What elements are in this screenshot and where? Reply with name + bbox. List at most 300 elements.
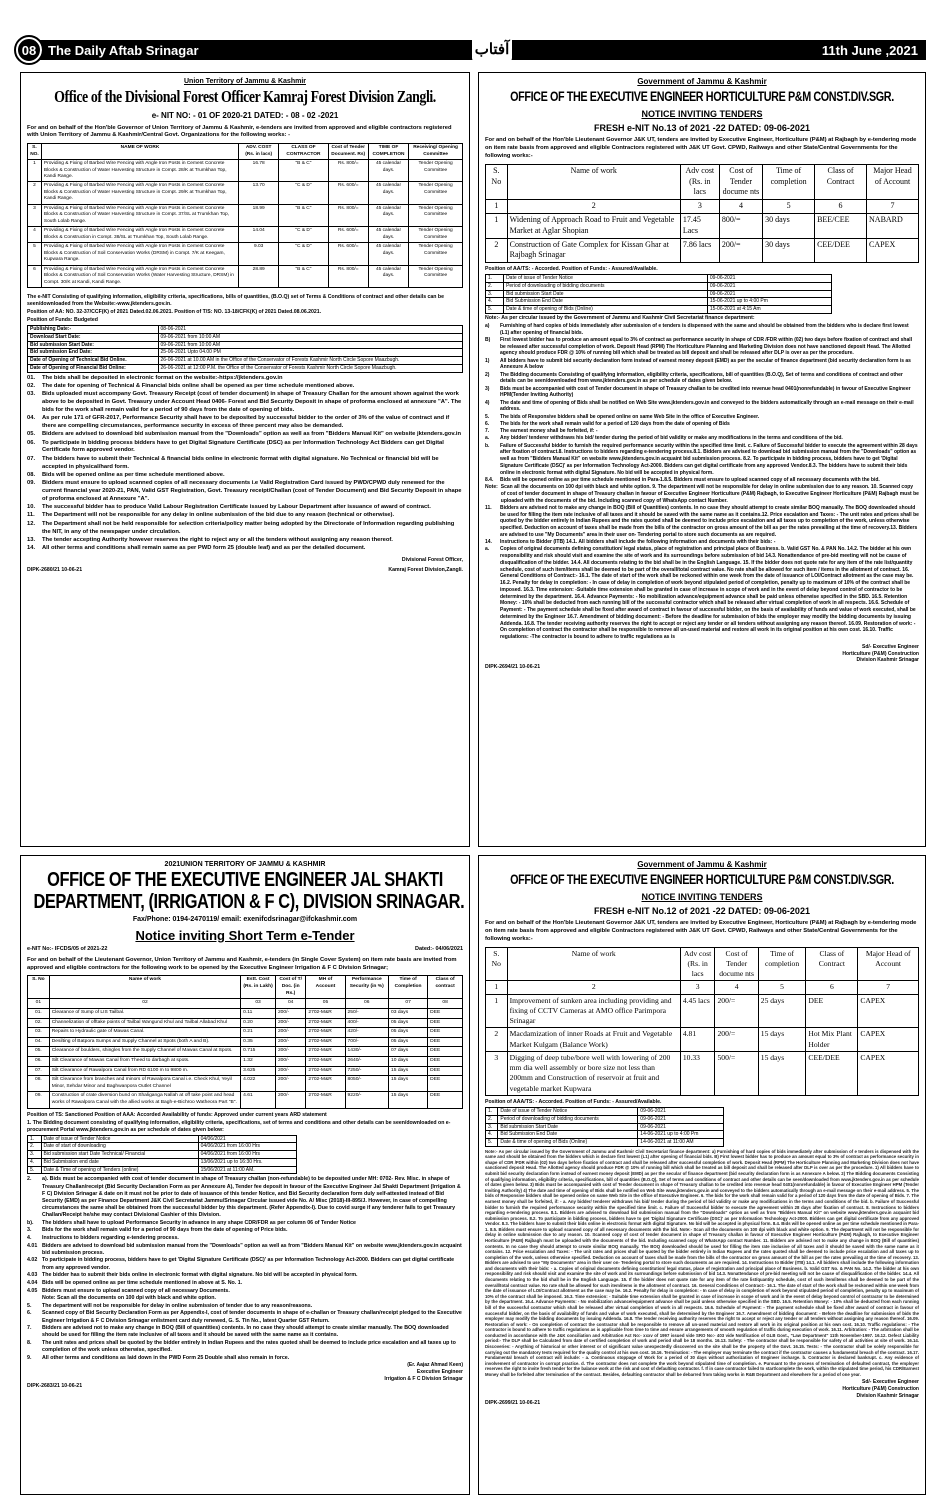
term-item — [27, 1176, 463, 1219]
table-cell: Providing & Fixing of Barbed Wire Fencing with Angle Iron Posts in Cement Concrete Blocks & Construction of Water Harvesting Structure in Compt. 28/K at Trumkhan Top, Kandi Range. — [41, 160, 238, 182]
works-table — [27, 975, 463, 1108]
table-cell: 200/- — [275, 1018, 305, 1028]
table-cell: 02. — [28, 1018, 50, 1028]
table-cell: 1.32 — [241, 1056, 276, 1066]
schedule-row — [486, 306, 832, 314]
table-cell: 1 — [28, 160, 42, 182]
term-item — [27, 375, 463, 383]
table-cell: 2702-M&R — [306, 1047, 345, 1057]
term-number: 04. — [27, 415, 36, 422]
works-table — [485, 164, 919, 263]
table-cell: 03. — [28, 1028, 50, 1038]
table-cell: Silt Clearance of Mawas Canal from Theed to darbagh at spots. — [49, 1056, 240, 1066]
schedule-cell: 14-06-2021 at 11:00 AM — [638, 1139, 723, 1147]
schedule-cell: Download Start Date: — [28, 333, 159, 341]
table-cell: 05 days — [389, 1028, 428, 1038]
table-cell: 45 calendar days. — [368, 160, 408, 182]
table-cell: Macdamization of inner Roads at Fruit and Vegetable Market Kulgam (Balance Work) — [507, 1028, 680, 1052]
term-item — [27, 1257, 463, 1271]
schedule-cell: 2. — [28, 1143, 42, 1151]
table-cell: 45 calendar days. — [368, 243, 408, 265]
schedule-cell: 1. — [486, 1108, 498, 1116]
table-cell: DEE — [428, 1037, 463, 1047]
term-number: 8.4. — [485, 476, 494, 483]
table-cell: 15 days — [758, 1028, 806, 1052]
table-cell: 45 calendar days. — [368, 265, 408, 287]
term-text: Bids must be accompanied with cost of Tender document in shape of Treasury challan to be credited into revenue head 0401(nonrefundable) in favour of Executive Engineer HPM(Tender Inviting Authority) — [500, 385, 911, 399]
table-cell: 200/= — [719, 238, 762, 263]
schedule-cell: 3. — [486, 1123, 498, 1131]
term-number: 13. — [27, 536, 36, 543]
schedule-cell: 5. — [486, 306, 504, 314]
term-number: b). — [27, 1219, 34, 1226]
dipk-number: DIPK-2683/21 10-06-21 — [27, 1382, 83, 1389]
table-cell: 15 days — [758, 1051, 806, 1095]
works-table — [485, 947, 919, 1096]
term-text: Scan all the documents on 100 dpi with black and white option. 9. The department will not be responsible for delay in online submission due to any reason. 10. Scanned copy of cost of tender document in shape of Treasury challan in favour of Executive Engineer Horticulture (P&M) Rajbagh, to Executive Engineer Horticulture (P&M) Rajbagh must be uploaded with the documents of the bid. Including scanned copy of WhatsApp contact Number. — [500, 484, 919, 504]
table-cell: 200/- — [275, 1047, 305, 1057]
terms-list — [27, 375, 463, 553]
term-text: The bids of Responsive bidders shall be opened online on same Web Site in the office of Executive Engineer. — [500, 413, 760, 420]
table-cell: 5 — [28, 243, 42, 265]
eligibility-text: The e-NIT Consisting of qualifying information, eligibility criteria, specifications, bills of quantities, (B.O.Q) set of Terms & Conditions of contract and other details can be seen/downloaded from the Website:-www.jktenders.gov.in. — [27, 294, 444, 308]
term-item — [27, 415, 463, 431]
table-cell: 04. — [28, 1037, 50, 1047]
table-header-row — [28, 144, 463, 160]
table-cell: "C & D" — [279, 243, 328, 265]
schedule-cell: Date & time of opening of Bids (Online) — [498, 1139, 638, 1147]
column-number: 2 — [507, 200, 680, 214]
column-number: 5 — [763, 200, 815, 214]
column-header: Time of completion — [758, 947, 806, 981]
column-header: S. No — [486, 947, 508, 981]
table-cell: 06. — [28, 1056, 50, 1066]
schedule-row — [486, 282, 832, 290]
term-item — [27, 456, 463, 472]
table-header-row — [486, 164, 919, 199]
column-header: MH of Account — [306, 976, 345, 999]
term-item — [27, 504, 463, 512]
table-cell: 05 days — [389, 1018, 428, 1028]
column-number-row — [28, 999, 463, 1009]
term-number: 7. — [27, 1325, 32, 1332]
table-cell: 7.86 lacs — [680, 238, 719, 263]
schedule-cell: 1. — [28, 1135, 42, 1143]
term-number: 10. — [27, 504, 36, 511]
table-row — [28, 1092, 463, 1108]
table-cell: Providing & Fixing of Barbed Wire Fencing with Angle Iron Posts in Cement Concrete Blocks & Construction of Water Harvesting Structure in Compt. 37/SL at Trumkhan Top, South Lolab Range. — [41, 204, 238, 226]
schedule-cell: Bid submission Start Date — [504, 290, 708, 298]
table-cell: 500/= — [715, 1051, 758, 1095]
table-cell: 6 — [28, 265, 42, 287]
schedule-cell: 09-06-2021 — [707, 290, 831, 298]
table-row — [486, 994, 919, 1028]
term-number: 4.02 — [27, 1257, 38, 1264]
schedule-row — [28, 1166, 297, 1174]
term-text: Bidders must ensure to upload scanned copy of all necessary Documents. — [42, 1287, 230, 1294]
schedule-cell: 04/06/2021 from 16:00 Hrs — [198, 1151, 297, 1159]
schedule-table — [485, 1107, 724, 1147]
table-cell: Tender Opening Committee — [409, 243, 463, 265]
column-header: Performance Security (in %) — [345, 976, 389, 999]
term-item — [485, 484, 919, 504]
table-row — [28, 182, 463, 204]
term-number: 14. — [485, 539, 492, 546]
schedule-cell: Bid Submission End Date — [498, 1131, 638, 1139]
table-cell: 2 — [486, 1028, 508, 1052]
works-table — [27, 143, 463, 288]
column-number-row — [486, 981, 919, 994]
term-number: 02. — [27, 382, 36, 389]
column-header: Adv cost (Rs. in lacs — [680, 164, 719, 199]
table-cell: "B & C" — [279, 160, 328, 182]
schedule-cell: Date & time of opening of Bids (Online) — [504, 306, 708, 314]
term-text: To participate in bidding process bidders have to get Digital Signature Certificate (DSC) as per Information Technology Act Bidders can get Digital Certificate form approved vendor. — [42, 439, 444, 454]
schedule-cell: Date of issue of Tender Notice — [504, 275, 708, 283]
table-cell: 01. — [28, 1008, 50, 1018]
table-cell: Construction of Gate Complex for Kissan Ghar at Rajbagh Srinagar — [507, 238, 680, 263]
table-cell: 28.89 — [239, 265, 279, 287]
table-cell: Silt Clearance from branches and minors of Rawalpora Canal i.e. Check Khul, Yeyil Minor, Sehdar Minor and Baghwanpora Outlet Channel — [49, 1076, 240, 1092]
term-item — [27, 1288, 463, 1295]
column-header: ADV. COST (Rs. in lacs) — [239, 144, 279, 160]
schedule-cell: 09-06-2021 — [638, 1123, 723, 1131]
schedule-cell: Date & Time of opening of Tenders (online) — [41, 1166, 198, 1174]
table-cell: DEE — [428, 1076, 463, 1092]
table-row — [28, 1018, 463, 1028]
table-cell: 03 days — [389, 1008, 428, 1018]
table-cell: 2702-M&R — [306, 1076, 345, 1092]
table-cell: Rs. 800/= — [328, 265, 368, 287]
table-cell: DEE — [428, 1008, 463, 1018]
schedule-cell: Bid submission End Date: — [28, 349, 159, 357]
column-number: 07 — [389, 999, 428, 1009]
table-cell: CEE/DEE — [815, 238, 867, 263]
term-number: 11. — [27, 512, 35, 519]
schedule-cell: 25-06-2021 Upto 04.00 PM — [158, 349, 463, 357]
nit-number: e-NIT No:- IFCDS/05 of 2021-22 — [27, 946, 108, 953]
table-cell: 2702-M&R — [306, 1066, 345, 1076]
table-cell: 200/- — [275, 1008, 305, 1018]
term-text: Bidders are advised to download bid submission manual from the "Downloads" option as well as from "Bidders Manual Kit" on website jktenders.gov.in — [42, 431, 461, 438]
table-cell: Rs. 600/= — [328, 182, 368, 204]
table-cell: 05 days — [389, 1037, 428, 1047]
schedule-row — [28, 349, 463, 357]
table-cell: DEE — [428, 1047, 463, 1057]
signature-line: Horticulture (P&M) Construction — [842, 650, 919, 657]
table-cell: "C & D" — [279, 182, 328, 204]
table-cell: 4.45 lacs — [680, 994, 715, 1028]
govt-heading: Government of Jammu & Kashmir — [637, 77, 767, 86]
table-cell: 200/- — [275, 1037, 305, 1047]
table-cell: DEE — [806, 994, 858, 1028]
schedule-cell: 09-06-2021 from 10:00 AM — [158, 333, 463, 341]
term-number: a. — [485, 435, 490, 442]
schedule-cell: 15/06/2021 at 11:00 AM. — [198, 1166, 297, 1174]
column-header: Adv cost (Rs. in lacs — [680, 947, 715, 981]
term-item — [27, 545, 463, 553]
schedule-row — [486, 298, 832, 306]
schedule-cell: 09-06-2021 — [707, 282, 831, 290]
position-text: Position of AA: NO. 32-37/CCF(K) of 2021 Dated.02.06.2021. Position of T/S: NO. 13-18/CFK(K) of 2021 Dated.08.06.2021. — [27, 309, 322, 316]
term-number: 14. — [27, 545, 36, 552]
table-cell: 4 — [28, 227, 42, 243]
schedule-row — [28, 333, 463, 341]
ut-heading: 2021UNION TERRITORY OF JAMMU & KASHMIR — [164, 861, 326, 868]
schedule-cell: Period of downloading of bidding documents — [504, 282, 708, 290]
term-number: 6. — [27, 1310, 32, 1317]
term-text: Failure of Successful bidder to furnish the required performance security within the specified time limit. c. Failure of Successful bidder to execute the agreement within 28 days after fixation of contract.8. Instructions to bidders regarding e-tendering process.8.1. Bidders are advised to download bid submission manual from the "Downloads" option as well as from "Bidders Manual Kit" on website www.jktenders.gov.in acquaint bid submission process. 8.2. To participate in bidding process, bidders have to get 'Digital Signature Certificate (DSC)' as per Information Technology Act-2000. Bidders can get digital certificate from any approved Vendor.8.3. The bidders have to submit their bids online in electronic format with digital Signature. No bid will be accepted in physical form. — [500, 442, 918, 476]
office-title-line1: OFFICE OF THE EXECUTIVE ENGINEER JAL SHAKTI — [47, 869, 443, 892]
column-number: 6 — [806, 981, 858, 994]
table-cell: 45 calendar days. — [368, 182, 408, 204]
table-cell: "B & C" — [279, 265, 328, 287]
column-number: 01 — [28, 999, 50, 1009]
intro-text: For and on behalf of the Hon'ble Lieutenant Governor J&K UT, tenders are invited by Executive Engineer, Horticulture (P&M) at Rajbagh by e-tendering mode on item rate basis from approved and eligible Contractors registered with J&K UT Govt. CPWD, Railways and other State/Central Governments for the following works:- — [485, 137, 917, 159]
schedule-cell: 1. — [486, 275, 504, 283]
term-number: 09. — [27, 480, 36, 487]
table-cell: 200/- — [275, 1066, 305, 1076]
column-number: 04 — [275, 999, 305, 1009]
table-cell: 15 days — [389, 1076, 428, 1092]
table-row — [28, 1008, 463, 1018]
term-item — [27, 1220, 463, 1227]
schedule-cell: 14-06-2021 up to 4:00 Pm — [638, 1131, 723, 1139]
term-number: 3) — [485, 385, 490, 392]
signature-line: (Er. Aajaz Ahmad Keen) — [407, 1362, 463, 1369]
table-cell: Providing & Fixing of Barbed Wire Fencing with Angle Iron Posts in Cement Concrete Blocks & Construction of Soil Conservation Works (Water Harvesting Structure, DRSM) in Compt. 30/K at Kandi, Kandi Range. — [41, 265, 238, 287]
govt-heading: Government of Jammu & Kashmir — [637, 860, 767, 869]
term-text: The Bidding documents Consisting of qualifying information, eligibility criteria, specifications, bill of quantities (B.O.Q), Set of terms and conditions of contract and other details can be seen/downloaded from www.jktenders.gov.in as per schedule of dates given below. — [500, 371, 903, 385]
schedule-cell: 15-06-2021 up to 4:00 Pm — [707, 298, 831, 306]
term-text: The department will not be responsible for delay in online submission of tender due to any reason/reasons. — [42, 1302, 313, 1309]
table-cell: 07 days — [389, 1047, 428, 1057]
table-row — [486, 1051, 919, 1095]
notice-heading: NOTICE INVITING TENDERS — [641, 109, 763, 120]
term-text: Instructions to bidders regarding e-tendering process. — [42, 1235, 179, 1242]
term-text: All other terms and conditions shall remain same as per PWD form 25 (double leaf) and as per the detailed document. — [42, 545, 366, 552]
signature-line: Executive Engineer — [416, 1369, 463, 1376]
schedule-cell: Date of issue of Tender Notice — [498, 1108, 638, 1116]
term-item — [27, 512, 463, 520]
term-text: Instructions to Bidder (ITB) 14.1. All bidders shall include the following information and documents with their bids: - — [500, 539, 776, 546]
table-cell: 45 calendar days. — [368, 227, 408, 243]
column-number: 7 — [858, 981, 919, 994]
table-cell: 4.61 — [241, 1092, 276, 1108]
schedule-cell: 5. — [28, 1166, 42, 1174]
term-text: The bidder has to submit their bids online in electronic format with digital signature. No bid will be accepted in physical form. — [42, 1272, 358, 1279]
term-text: The date for opening of Technical & Financial bids online shall be opened as per time schedule mentioned above. — [42, 382, 355, 389]
term-text: The unit rates and prices shall be quoted by the bidder entirely in Indian Rupees and the rates quoted shall be deemed to include price escalation and all taxes up to completion of the work unless otherwise, specified. — [42, 1340, 456, 1354]
dipk-number: DIPK-2680/21 10-06-21 — [27, 566, 83, 573]
schedule-row — [28, 364, 463, 372]
column-number: 5 — [758, 981, 806, 994]
masthead — [20, 40, 926, 60]
forest-tender-notice — [20, 72, 470, 847]
nit-date: Dated:- 04/06/2021 — [415, 946, 463, 953]
schedule-cell: 3. — [28, 1151, 42, 1159]
table-cell: Repairs to Hydraulic gate of Mawas Canal. — [49, 1028, 240, 1038]
term-number — [27, 1295, 39, 1302]
term-text: Copies of original documents defining constitution/ legal status, place of registration and principal place of Business. b. Valid GST No. & PAN No. 14.2. The bidder at his own responsibility and risk should visit and examine the site of work and its surroundings before submission of bid 14.3. Nonattendance of pre-bid meeting will not be cause of disqualification of the bidder. 14.4. All documents relating to the bid shall be in the English Language. 15. If the bidder does not quote rate for any item of the rate list/quantity schedule, cost of such item/items shall be deemed to be part of the overall/total contract value. No rate shall be allowed for such item / items in the allotment of contract. 16. General Conditions of Contract:- 16.1. The date of start of the work shall be reckoned within one week from the date of issuance of LOI/Contract allotment as the case may be. 16.2. Penalty for delay in completion: - In case of delay in completion of work beyond stipulated period of completion, penalty up to maximum of 10% of the contract shall be imposed. 16.3. Time extension: -Suitable time extension shall be granted in case of increase in scope of work and in the event of delay beyond control of contractor to be determined by the department. 16.4. Advance Payments: - No mobilization advance/equipment advance shall be paid unless otherwise specified in the SBD. 16.5. Retention Money: - 10% shall be deducted from each running bill of the successful contractor which shall be released after virtual completion of work in all respects. 16.6. Schedule of Payment: - The payment schedule shall be fixed after award of contract in favour of successful bidder, on the basis of availability of funds and value of work executed, shall be determined by the Engineer 16.7. Amendment of bidding document: - Before the deadline for submission of bids the employer may modify the bidding documents by issuing Addenda. 16.8. The tender receiving authority reserves the right to accept or reject any tender or all tenders without assigning any reason thereof. 16.09. Restoration of work: - On completion of contract the contractor shall be responsible to remove all un-used material and restore all work in its original position at his own cost. 16.10. Traffic regulations: -The contractor is bound to adhere to traffic regulations as is — [500, 546, 916, 641]
term-item — [27, 1310, 463, 1324]
schedule-row — [28, 1135, 297, 1143]
term-number: 11. — [485, 504, 492, 511]
ut-heading: Union Territory of Jammu & Kashmir — [183, 78, 306, 85]
table-cell: 0.11 — [241, 1008, 276, 1018]
schedule-cell: 4. — [486, 298, 504, 306]
term-number: 4.01 — [27, 1242, 38, 1249]
schedule-cell: Date of Opening of Technical Bid Online. — [28, 357, 159, 365]
table-cell: 13.70 — [239, 182, 279, 204]
column-number-row — [486, 200, 919, 214]
table-cell: 1 — [486, 213, 508, 238]
column-header: NAME OF WORK — [41, 144, 238, 160]
term-text: Bidders are advised not to make any change in BOQ (Bill of Quantities) contents. In no case they should attempt to create similar BOQ manually. The BOQ downloaded should be used for filling the item rate inclusive of all taxes and it should be saved with the same name as it contains.12. Price escalation and Taxes: - The unit rates and prices shall be quoted by the bidder entirely in Indian Rupees and the rates quoted shall be deemed to include price escalation and all taxes up to completion of the work, unless otherwise specified. Deduction on account of taxes shall be made from the bills of the contractor on gross amount of the bill as per the rates prevailing at the time of recovery.13. Bidders are advised to use "My Documents" area in their user on- Tendering portal to store such documents as are required. — [500, 504, 919, 538]
schedule-table — [485, 274, 832, 314]
term-number: 4.04 — [27, 1279, 38, 1286]
schedule-cell: 5. — [486, 1139, 498, 1147]
term-text: Bids uploaded must accompany Govt. Treasury Receipt (cost of tender document) in shape of Treasury Challan for the amount shown against the work above to be deposited in Govt. Treasury under Account Head 0406- Forest and Bid Security Deposit in shape of proforma enclosed at annexure "A". The bids for the work shall remain valid for a period of 90 days from the date of opening of bids. — [42, 391, 462, 413]
table-cell: 1 — [486, 994, 508, 1028]
table-cell: Tender Opening Committee — [409, 265, 463, 287]
dipk-number: DIPK-2699/21 10-06-21 — [485, 1399, 541, 1406]
table-row — [28, 1056, 463, 1066]
table-row — [28, 1047, 463, 1057]
terms-list — [27, 1176, 463, 1362]
column-header: Estt. Cost (Rs. in Lakh) — [241, 976, 276, 999]
funds-text: Position of Funds: Budgeted — [27, 317, 98, 324]
term-text: Furnishing of hard copies of bids immediately after submission of e tenders is dispensed with the same and should be obtained from the bidders who is declare first lowest (L1) after opening of financial bids. — [500, 322, 909, 336]
table-row — [28, 160, 463, 182]
term-text: The bids shall be deposited in electronic format on the website:-https://jktenders.gov.in — [42, 374, 283, 381]
term-number: 4.03 — [27, 1272, 38, 1279]
table-cell: CAPEX — [858, 1051, 919, 1095]
table-row — [28, 1066, 463, 1076]
schedule-row — [486, 1115, 724, 1123]
table-cell: 420/- — [345, 1028, 389, 1038]
column-header: Cost of Tender docume nts — [719, 164, 762, 199]
table-cell: 4.81 — [680, 1028, 715, 1052]
table-cell: 15 days — [389, 1092, 428, 1108]
column-number: 3 — [680, 981, 715, 994]
schedule-cell: 13/06/2021 up to 16:30 Hrs. — [198, 1158, 297, 1166]
table-cell: Rs. 600/= — [328, 243, 368, 265]
table-cell: Rs. 800/= — [328, 204, 368, 226]
term-item — [27, 480, 463, 503]
table-cell: 16.78 — [239, 160, 279, 182]
term-number: 07. — [27, 455, 36, 462]
term-number: 4) — [485, 399, 490, 406]
table-cell: 2 — [28, 182, 42, 204]
table-cell: 0.21 — [241, 1028, 276, 1038]
term-item — [27, 440, 463, 456]
schedule-row — [28, 1158, 297, 1166]
column-header: S. No — [28, 976, 50, 999]
column-header: Time of completion — [763, 164, 815, 199]
table-cell: 200/- — [275, 1092, 305, 1108]
table-cell: 10.33 — [680, 1051, 715, 1095]
note-text: Note:- As per circular issued by the Government of Jammu and Kashmir Civil Secretariat finance department: — [485, 314, 755, 321]
table-cell: 30 days — [763, 213, 815, 238]
schedule-row — [486, 1123, 724, 1131]
term-text: Bids will be opened online as per time schedule mentioned above. — [42, 471, 225, 478]
office-title: OFFICE OF THE EXECUTIVE ENGINEER HORTICULTURE P&M CONST.DIV.SGR. — [510, 871, 894, 887]
term-number: 2) — [485, 371, 490, 378]
terms-body: Note:- As per circular issued by the Government of Jammu and Kashmir Civil Secretariat finance department: a) Furnishing of hard copies of bids immediately after submission of e tenders is dispensed with the same and should be obtained from the bidders which is declare first lowest (L1) after opening of financial bids. B) First lowest bidder has to produce an amount equal to 3% of contract as performance security in shape of CDR /FDR within (02) two days before fixation of contract and shall be released after successful completion of work. Deposit Head (RPM) The Horticulture Planning and Marketing Division does not have sanctioned deposit Head. The Allotted agency should produce FDR @ 10% of running bill which shall be treated as bill deposit and shall be released after DLP is over as per the procedure. 1) All bidders have to submit bid security declaration form instead of earnest money deposit (EMD) as per the secular of finance department (bid security declaration form is as Annexure A below. 2) The Bidding documents Consisting of qualifying information, eligibility criteria, specifications, bill of quantities (B.O.Q), Set of terms and conditions of contract and other details can be seen/downloaded from www.jktenders.gov.in as per schedule of dates given below. 3) Bids must be accompanied with cost of Tender document in shape of Treasury challan to be credited into revenue head 0401(nonrefundable) in favour of Executive Engineer HPM (Tender Inviting Authority) 4) The date and time of opening of Bids shall be notified on Web Site www.jktenders.gov.in and conveyed to the bidders automatically through an e-mail message on their e-mail address. 5. The bids of Responsive bidders shall be opened online on same Web Site in the office of Executive Engineer. 6. The bids for the work shall remain valid for a period of 120 days from the date of opening of Bids. 7. The earnest money shall be forfeited, if: - a. Any bidder/ tenderer withdraws his bid/ tender during the period of bid validity or make any modifications in the terms and conditions of the bid. b. Failure of Successful bidder to furnish the required performance security within the specified time limit. c. Failure of Successful bidder to execute the agreement within 28 days after fixation of contract. 8. Instructions to bidders regarding e-tendering process. 8.1. Bidders are advised to download bid submission manual from the "Downloads" option as well as from "Bidders Manual Kit" on website www.jktenders.gov.in acquaint bid submission process. 8.2. To participate in bidding process, bidders have to get 'Digital Signature Certificate (DSC)' as per Information Technology Act-2000. Bidders can get digital certificate from any approved Vendor. 8.3. The bidders have to submit their bids online in electronic format with digital Signature. No bid will be accepted in physical form. 8.4. Bids will be opened online as per time schedule mentioned in Para-1. 8.5. Bidders must ensure to upload scanned copy of all necessary documents with the bid. Note:- Scan all the documents on 100 dpi with black and white option. 9. The department will not be responsible for delay in online submission due to any reason. 10. Scanned copy of cost of tender document in shape of Treasury challan in favour of Executive Engineer Horticulture (P&M) Rajbagh, to Executive Engineer Horticulture (P&M) Rajbagh must be uploaded with the documents of the bid. Including scanned copy of WhatsApp contact Number. 11. Bidders are advised not to make any change in BOQ (Bill of quantities) contents. In no case they should attempt to create similar BOQ manually. The BOQ downloaded should be used for filling the item rate inclusive of all taxes and it should be saved with the same name as it contains. 12. Price escalation and Taxes: - The unit rates and prices shall be quoted by the bidder entirely in Indian Rupees and the rates quoted shall be deemed to include price escalation and all taxes up to completion of the work, unless otherwise specified. Deduction on account of taxes shall be made from the bills of the contractor on gross amount of the bill as per the rates prevailing at the time of recovery. 13. Bidders are advised to use "My Documents" area in their user on- Tendering portal to store such documents as are required. 14. Instructions to Bidder (ITB) 14.1. All bidders shall include the following information and documents with their bids: - a. Copies of original documents defining constitution/ legal status, place of registration and principal place of Business. b. Valid GST No. & PAN No. 14.2. The bidder at his own responsibility and risk should visit and examine the site of work and its surroundings before submission of bid 14.3. Nonattendance of pre-bid meeting will not be cause of disqualification of the bidder. 14.4. All documents relating to the bid shall be in the English Language. 15. If the bidder does not quote rate for any item of the rate list/quantity schedule, cost of such item/items shall be deemed to be part of the overall/total contract value. No rate shall be allowed for such item/items in the allotment of contract. 16. General Conditions of Contract:- 16.1. The date of start of the work shall be reckoned within one week from the date of issuance of LOI/Contract allotment as the case may be. 16.2. Penalty for delay in completion: - In case of delay in completion of work beyond stipulated period of completion, penalty up to maximum of 10% of the contract shall be imposed. 16.3. Time extension: - Suitable time extension shall be granted in case of increase in scope of work and in the event of delay beyond control of contractor to be determined by the department. 16.4. Advance Payments: - No mobilization advance/equipment advance shall be paid unless otherwise specified in the SBD. 16.5. Retention Money: - 10% shall be deducted from each running bill of the successful contractor which shall be released after virtual completion of work in all respects. 16.6. Schedule of Payment: - The payment schedule shall be fixed after award of contract in favour of successful bidder, on the basis of availability of funds and value of work executed, shall be determined by the Engineer 16.7. Amendment of bidding document: - Before the deadline for submission of bids the employer may modify the bidding documents by issuing Addenda. 16.8. The tender receiving authority reserves the right to accept or reject any tender or all tenders without assigning any reason thereof. 16.09. Restoration of work: - On completion of contract the contractor shall be responsible to remove all un-used material and restore all work in its original position at his own cost. 16.10. Traffic regulations: - The contractor is bound to adhere to traffic regulations as is applicable from time to time and ensure arrangements of smooth regulation of traffic during execution of work. 16.11. Arbitration: - The arbitration shall be conducted in accordance with the J&K conciliation and Arbitration Act No:- xxxv of 1997 issued vide SRO No:- 403 vide Notification of GLB Govt., "Law Department" 11th November-1997. 16.12. Defect Liability period:- The DLP shall be Calculated from date of certified completion of work and period shall be 18 months. 16.13. Safety: - The contractor shall be responsible for safety of all activities at site of work. 16.14. Discoveries: - Anything of historical or other interest or of significant value unexpectedly discovered on the site shall be the property of the Govt. 16.15. Tests: - The contractor shall be solely responsible for carrying out the mandatory tests required for the quality control at his own cost. 16.16. Termination: - The employer may terminate the contract if the contractor causes a fundamental breach of the contract. 16.17. Fundamental breach of contract will include: - a. Continuous stoppage of Work for a period of 30 days without authorization of Engineer incharge. b. Contractor is declared bankrupt. c. Any evidence of involvement of contractor in corrupt practice. d. The contractor does not complete the work beyond stipulated time of completion. e. Pursuant to the process of termination of defaulted contract, the employer reserves the right to invite fresh tender for the balance work at the risk and cost of defaulting contractor. f. If in case contractor failed to start/complete the work, within the stipulated time period, his CDR/Earnest Money shall be forfeited after termination of the contract. Besides, defaulting contractor shall be debarred from taking works in R&B Department and elsewhere for a period of one year. — [485, 1148, 919, 1377]
table-cell: DEE — [428, 1092, 463, 1108]
table-cell: 200/- — [275, 1076, 305, 1092]
bidding-document-text: 1. The Bidding document consisting of qualifying information, eligibility criteria, specifications, set of terms and conditions and other details can be seen/downloaded on e-procurement Portal www.jktenders.gov.in as per schedule of dates given below: — [27, 1119, 451, 1133]
column-header: Major Head of Account — [867, 164, 919, 199]
column-header: Name of work — [507, 164, 680, 199]
term-item — [27, 1227, 463, 1234]
schedule-row — [486, 1139, 724, 1147]
table-cell: Hot Mix Plant Holder — [806, 1028, 858, 1052]
term-text: The bidders have to submit their Technical & financial bids online in electronic format with digital signature. No Technical or financial bid will be accepted in physical/hard form. — [42, 455, 439, 470]
table-cell: 200/- — [275, 1056, 305, 1066]
table-row — [28, 204, 463, 226]
table-row — [486, 1028, 919, 1052]
table-header-row — [28, 976, 463, 999]
table-cell: Desilting of Batpora Sumps and Supply Channel at Spots (both A and B). — [49, 1037, 240, 1047]
column-number: 6 — [815, 200, 867, 214]
table-cell: 18.99 — [239, 204, 279, 226]
nit-number: FRESH e-NIT No.12 of 2021 -22 DATED: 09-06-2021 — [594, 906, 810, 917]
table-row — [28, 1037, 463, 1047]
term-text: The Department will not be responsible for any delay in online submission of the bid due to any reason (technical or otherwise). — [42, 512, 395, 519]
schedule-table — [27, 1135, 297, 1175]
schedule-cell: 04/06/2021 from 16:00 Hrs — [198, 1143, 297, 1151]
table-cell: Clearance of Sump of LIS Tailbal. — [49, 1008, 240, 1018]
column-number: 4 — [715, 981, 758, 994]
table-cell: 800/= — [719, 213, 762, 238]
schedule-cell: Date of start of downloading — [41, 1143, 198, 1151]
column-header: Name of work — [49, 976, 240, 999]
jal-shakti-tender-notice — [20, 855, 470, 1495]
schedule-cell: 26-06-2021 at 10.00 AM in the Office of the Conservator of Forests Kashmir North Circle Sopore Maazbugh. — [158, 357, 463, 365]
term-number: B) — [485, 336, 491, 343]
notice-heading: Notice inviting Short Term e-Tender — [135, 927, 355, 943]
column-header: TIME OF COMPLETION — [368, 144, 408, 160]
table-cell: 14.04 — [239, 227, 279, 243]
schedule-cell: 4. — [486, 1131, 498, 1139]
table-cell: 1430/- — [345, 1047, 389, 1057]
table-cell: 3.625 — [241, 1066, 276, 1076]
table-cell: CEE/DEE — [806, 1051, 858, 1095]
term-text: Any bidder/ tenderer withdraws his bid/ tender during the period of bid validity or make any modifications in the terms and conditions of the bid. — [500, 435, 843, 442]
column-header: CLASS OF CONTRACTOR — [279, 144, 328, 160]
term-number: 9. — [27, 1354, 32, 1361]
schedule-row — [486, 290, 832, 298]
column-number: 2 — [507, 981, 680, 994]
term-text: The bids for the work shall remain valid for a period of 120 days from the date of opening of Bids — [500, 420, 730, 427]
term-text: The Department shall not be held responsible for selection criteria/policy matter being adopted by the Directorate of Information regarding publishing the NIT, in any of the newspaper under circulation. — [42, 520, 455, 535]
table-cell: 17.45 Lacs — [680, 213, 719, 238]
schedule-cell: 09-06-2021 from 10:00 AM — [158, 341, 463, 349]
table-cell: BEE/CEE — [815, 213, 867, 238]
term-text: The bidders shall have to upload Performance Security in advance in any shape CDR/FDR as per column 06 of Tender Notice — [42, 1219, 356, 1226]
term-number: 12. — [27, 520, 36, 527]
term-item — [485, 546, 919, 641]
table-cell: 30 days — [763, 238, 815, 263]
term-number: 01. — [27, 374, 36, 381]
term-text: Bidders are advised not to make any change in BOQ (Bill of quantities) contents. In no case they should attempt to create similar manually. The BOQ downloaded should be used for filling the item rate inclusive of all taxes and it should be saved with the same name as it contains. — [42, 1325, 449, 1339]
signature-line: Sd/- Executive Engineer — [862, 643, 919, 650]
schedule-cell: 04/06/2021 — [198, 1135, 297, 1143]
table-cell: 3 — [28, 204, 42, 226]
office-title: Office of the Divisional Forest Officer Kamraj Forest Division Zangli. — [54, 87, 436, 107]
